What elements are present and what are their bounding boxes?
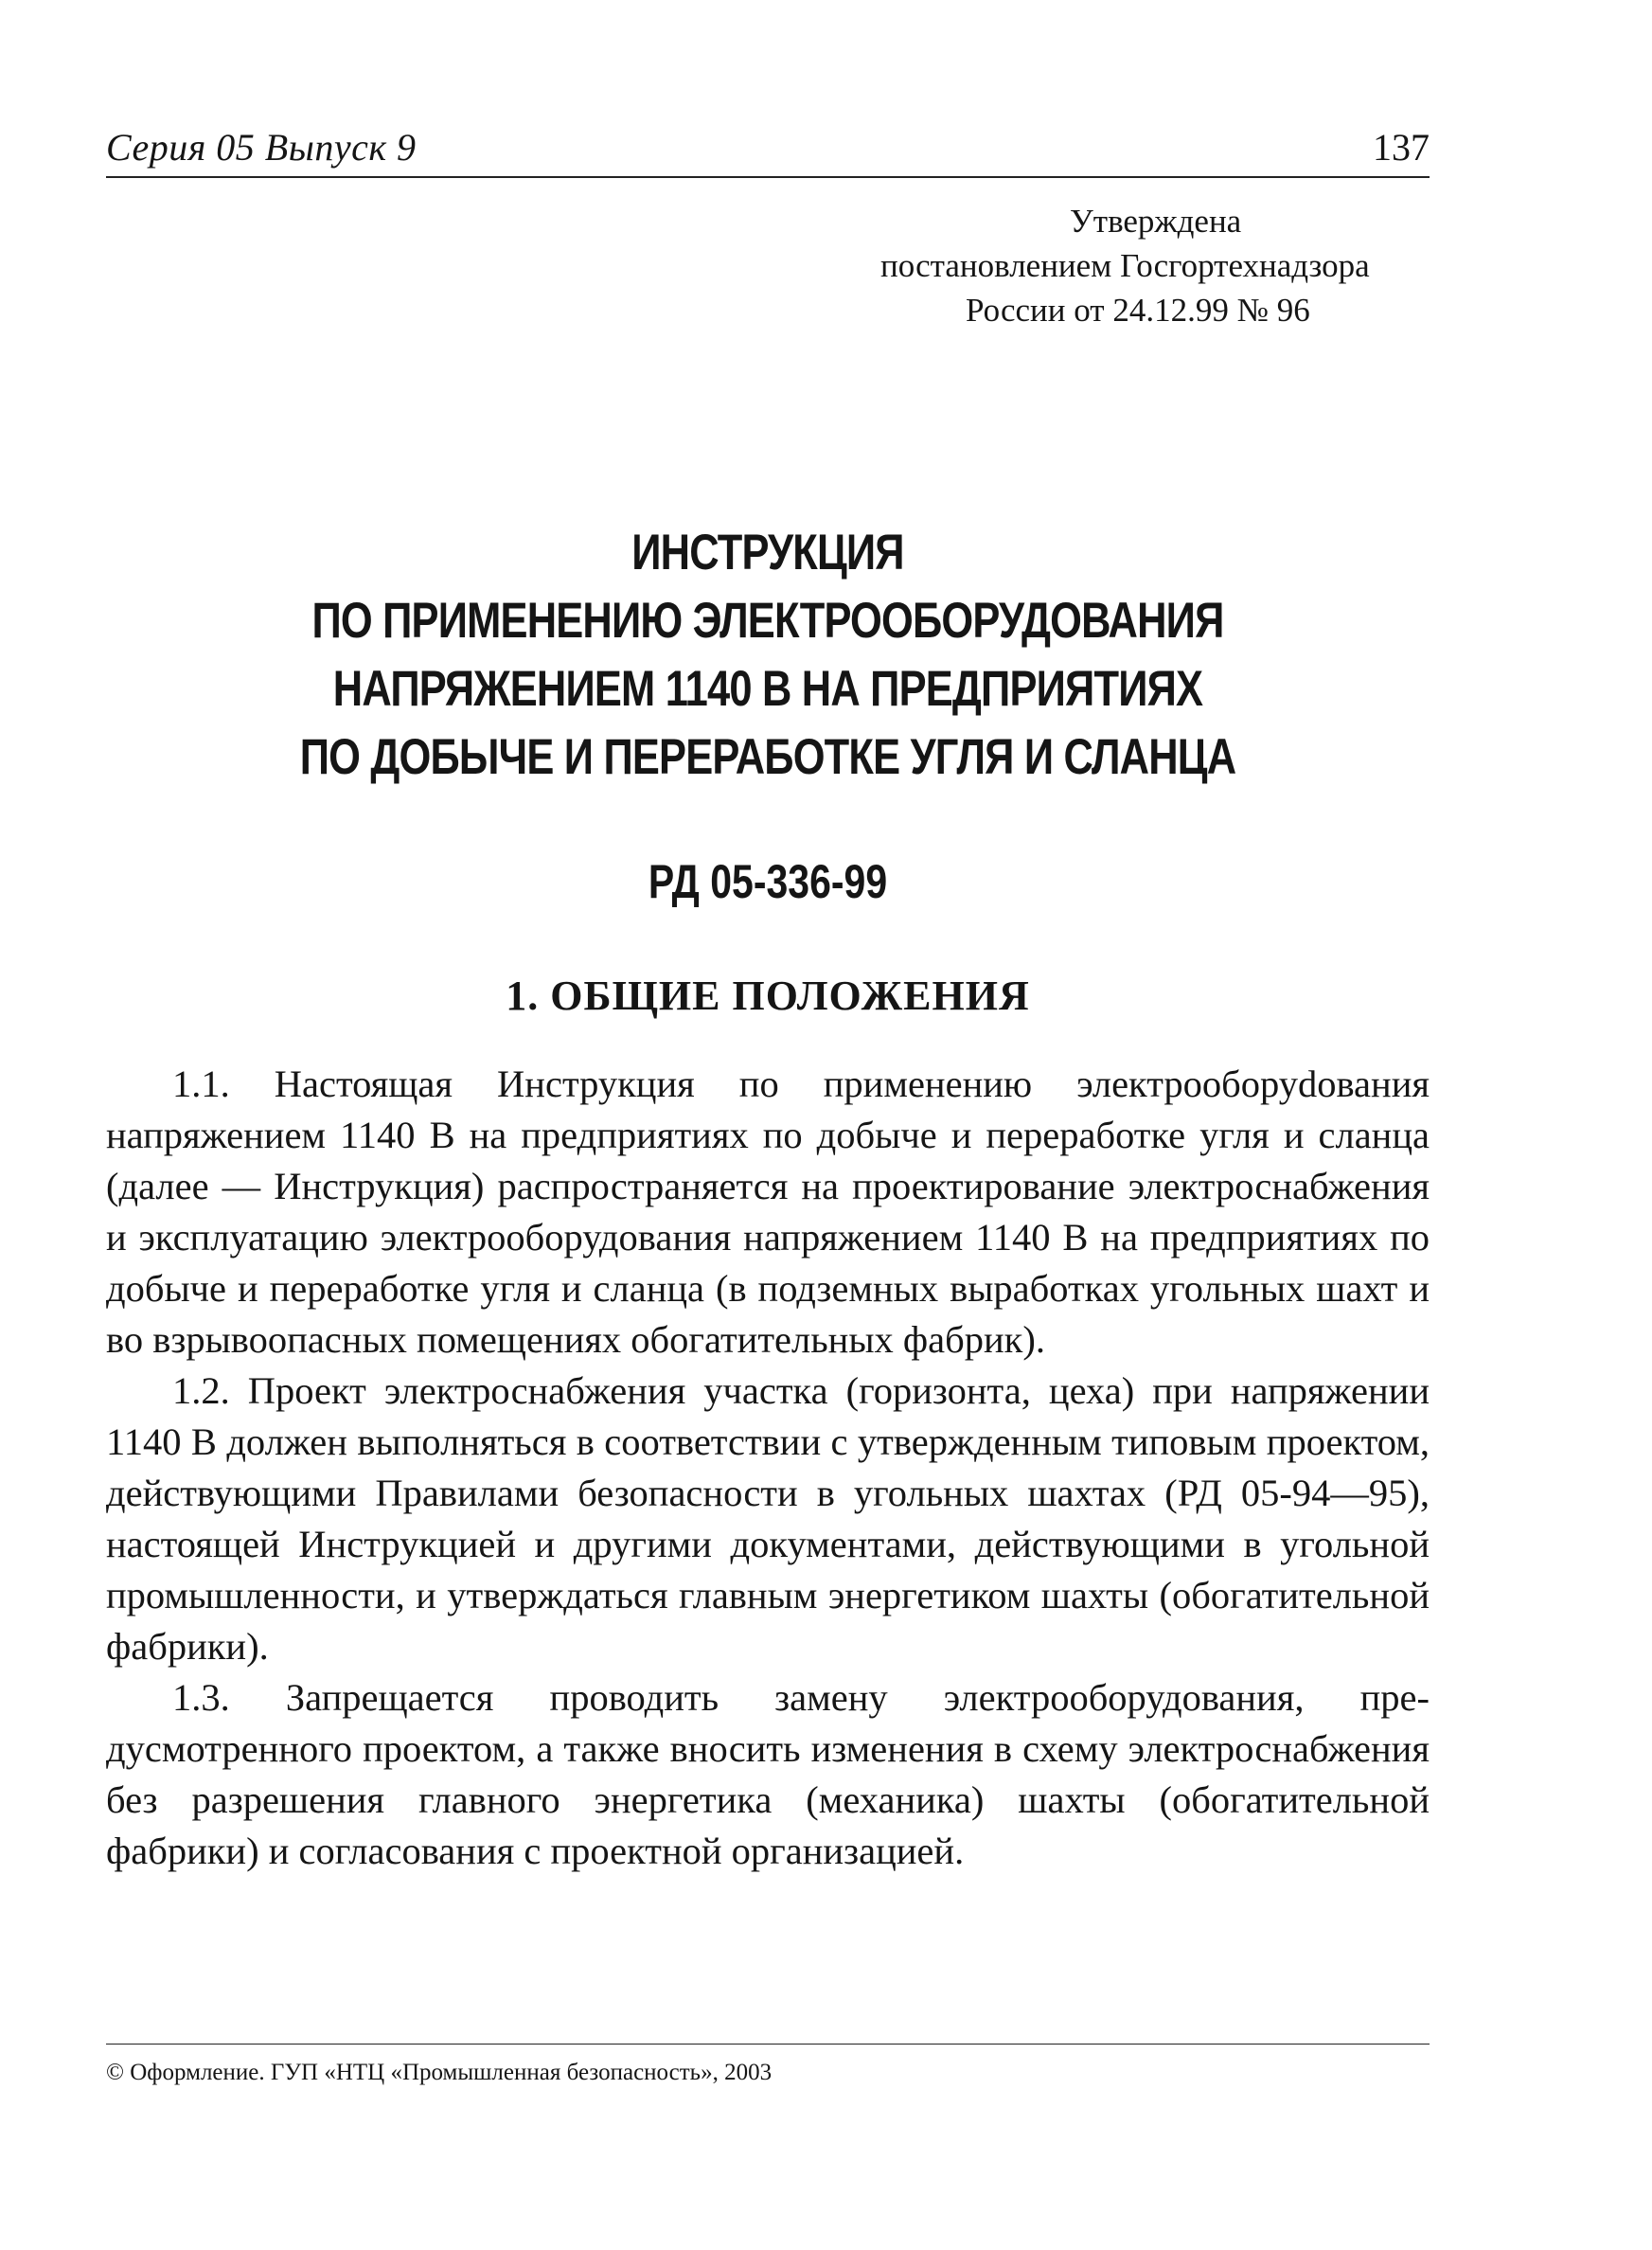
header-rule	[106, 176, 1430, 178]
series-label: Серия 05 Выпуск 9	[106, 126, 417, 169]
section-heading: 1. ОБЩИЕ ПОЛОЖЕНИЯ	[506, 973, 1030, 1019]
copyright-footer: © Оформление. ГУП «НТЦ «Промышленная безопасность», 2003	[106, 2060, 773, 2085]
title-line-1: ИНСТРУКЦИЯ	[631, 525, 904, 580]
approval-line-2: постановлением Госгортехнадзора	[880, 247, 1370, 284]
paragraph-1-2: 1.2. Проект электроснабжения участка (горизонта, цеха) при напряжении 1140 В должен выполняться в соответствии с утвержденным типовым проектом, действующими Правилами безопасности в угольных шахтах (РД 05-94—95), настоящей Инструкцией и другими документами, действующими в угольной промышленности, и утверждаться главным энергетиком шахты (обогатительной фабрики).	[106, 1369, 1430, 1668]
title-line-3: НАПРЯЖЕНИЕМ 1140 В НА ПРЕДПРИЯТИЯХ	[332, 661, 1203, 717]
approval-block	[833, 199, 1458, 332]
title-line-4: ПО ДОБЫЧЕ И ПЕРЕРАБОТКЕ УГЛЯ И СЛАНЦА	[299, 729, 1236, 785]
footer-rule	[106, 2044, 1430, 2045]
paragraph-1-3: 1.3. Запрещается проводить замену электрооборудования, предусмотренного проектом, а также вносить изменения в схему электроснабжения без разрешения главного энергетика (механика) шахты (обогатительной фабрики) и согласования с проектной организацией.	[106, 1676, 1430, 1872]
document-title	[225, 519, 1310, 792]
title-line-2: ПО ПРИМЕНЕНИЮ ЭЛЕКТРООБОРУДОВАНИЯ	[311, 593, 1224, 649]
page-number: 137	[1373, 126, 1430, 169]
approval-line-3: России от 24.12.99 № 96	[966, 292, 1310, 329]
running-head	[106, 123, 1430, 180]
paragraph-1-1: 1.1. Настоящая Инструкция по применению электрооборуdования напряжением 1140 В на предприятиях по добыче и переработке угля и сланца (далее — Инструкция) распространяется на проектирование электроснабжения и эксплуатацию электрооборудования напряжением 1140 В на предприятиях по добыче и переработке угля и сланца (в подземных выработках угольных шахт и во взрывоопасных помещениях обогатительных фабрик).	[106, 1062, 1430, 1361]
approval-line-1: Утверждена	[1070, 203, 1242, 240]
section-body	[106, 1059, 1430, 1877]
document-code: РД 05-336-99	[648, 855, 888, 908]
